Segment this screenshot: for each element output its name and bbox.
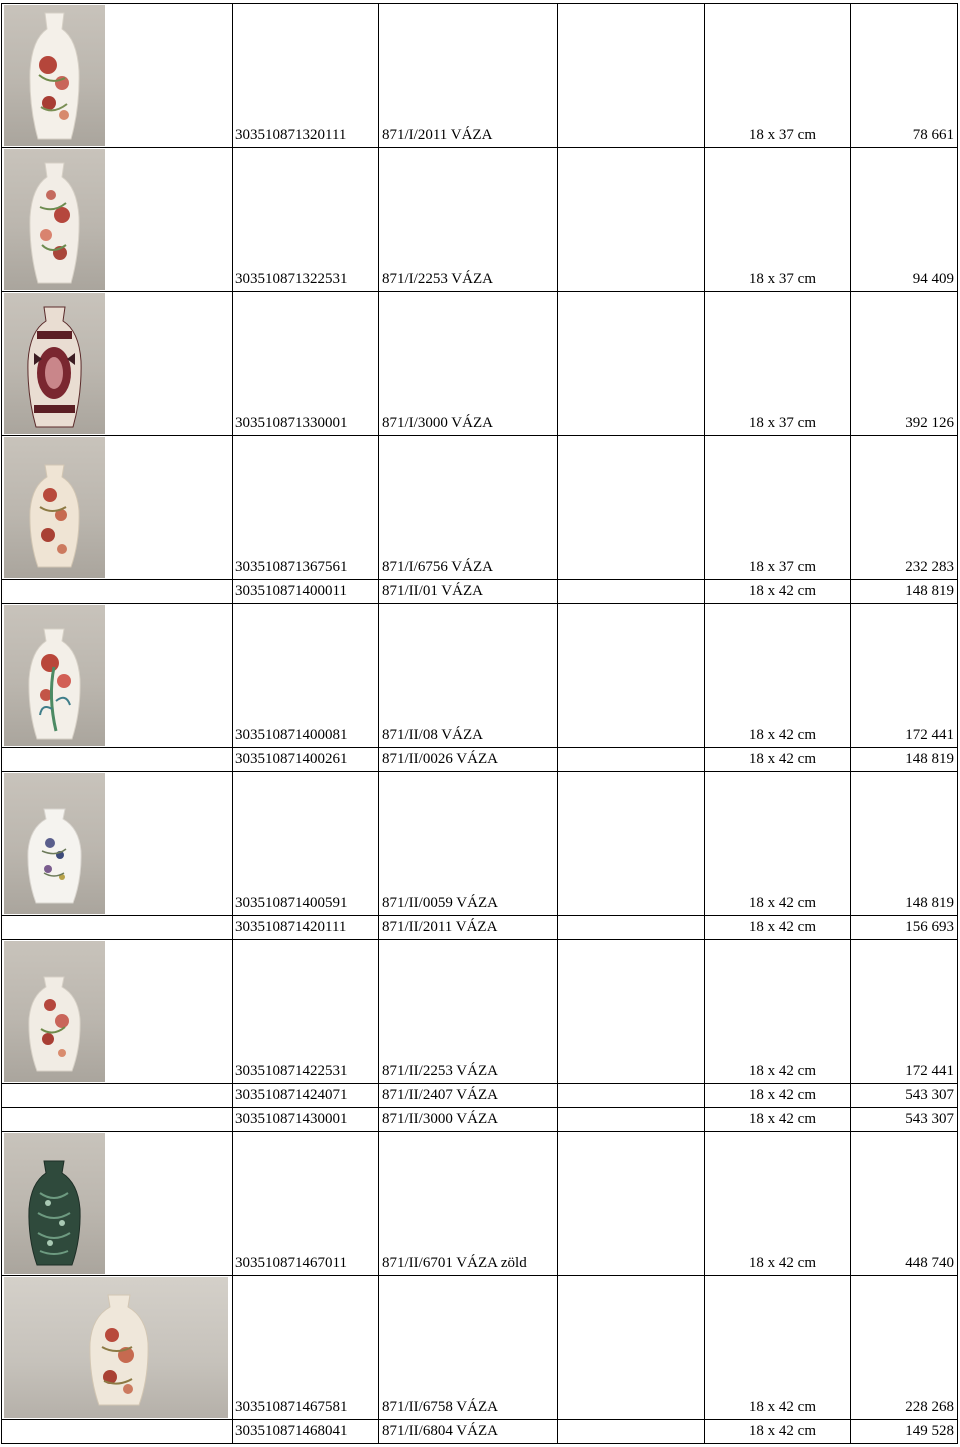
product-code: 303510871400261 bbox=[235, 751, 348, 767]
product-code: 303510871424071 bbox=[235, 1087, 348, 1103]
product-price: 172 441 bbox=[905, 727, 954, 743]
product-size: 18 x 37 cm bbox=[748, 559, 816, 575]
product-price: 543 307 bbox=[905, 1087, 954, 1103]
white-floral-vase-icon bbox=[4, 773, 105, 914]
cream-floral-vase-icon bbox=[4, 1277, 228, 1418]
product-price: 149 528 bbox=[905, 1423, 954, 1439]
product-size: 18 x 42 cm bbox=[748, 1087, 816, 1103]
product-size: 18 x 42 cm bbox=[748, 727, 816, 743]
product-name: 871/II/01 VÁZA bbox=[382, 583, 483, 599]
product-code: 303510871400591 bbox=[235, 895, 348, 911]
product-size: 18 x 42 cm bbox=[748, 583, 816, 599]
product-code: 303510871420111 bbox=[235, 919, 347, 935]
white-floral-vase-icon bbox=[4, 149, 105, 290]
product-code: 303510871400011 bbox=[235, 583, 347, 599]
product-name: 871/II/6701 VÁZA zöld bbox=[382, 1255, 527, 1271]
product-size: 18 x 42 cm bbox=[748, 1255, 816, 1271]
product-price: 94 409 bbox=[912, 271, 954, 287]
product-name: 871/I/6756 VÁZA bbox=[382, 559, 493, 575]
product-size: 18 x 42 cm bbox=[748, 1063, 816, 1079]
product-name: 871/I/2253 VÁZA bbox=[382, 271, 493, 287]
vase-photo bbox=[4, 437, 105, 578]
product-price: 543 307 bbox=[905, 1111, 954, 1127]
product-code: 303510871430001 bbox=[235, 1111, 348, 1127]
product-price: 232 283 bbox=[905, 559, 954, 575]
product-price: 156 693 bbox=[905, 919, 954, 935]
product-size: 18 x 37 cm bbox=[748, 271, 816, 287]
product-name: 871/II/3000 VÁZA bbox=[382, 1111, 498, 1127]
product-price: 172 441 bbox=[905, 1063, 954, 1079]
product-code: 303510871367561 bbox=[235, 559, 348, 575]
vase-photo bbox=[4, 293, 105, 434]
product-code: 303510871322531 bbox=[235, 271, 348, 287]
vase-photo bbox=[4, 941, 105, 1082]
product-size: 18 x 42 cm bbox=[748, 895, 816, 911]
product-code: 303510871467581 bbox=[235, 1399, 348, 1415]
product-size: 18 x 42 cm bbox=[748, 1111, 816, 1127]
product-price: 392 126 bbox=[905, 415, 954, 431]
vase-photo bbox=[4, 1133, 105, 1274]
product-name: 871/II/2253 VÁZA bbox=[382, 1063, 498, 1079]
product-name: 871/II/0059 VÁZA bbox=[382, 895, 498, 911]
product-name: 871/II/2011 VÁZA bbox=[382, 919, 498, 935]
vase-photo bbox=[4, 605, 105, 746]
product-price: 78 661 bbox=[912, 127, 954, 143]
product-price: 228 268 bbox=[905, 1399, 954, 1415]
product-size: 18 x 42 cm bbox=[748, 1423, 816, 1439]
product-name: 871/II/0026 VÁZA bbox=[382, 751, 498, 767]
product-name: 871/I/3000 VÁZA bbox=[382, 415, 493, 431]
product-name: 871/II/6804 VÁZA bbox=[382, 1423, 498, 1439]
product-price: 448 740 bbox=[905, 1255, 954, 1271]
product-price: 148 819 bbox=[905, 895, 954, 911]
vase-photo bbox=[4, 1277, 228, 1418]
white-floral-vase-icon bbox=[4, 941, 105, 1082]
product-code: 303510871330001 bbox=[235, 415, 348, 431]
product-size: 18 x 42 cm bbox=[748, 751, 816, 767]
white-floral-vase-icon bbox=[4, 5, 105, 146]
product-code: 303510871468041 bbox=[235, 1423, 348, 1439]
product-name: 871/II/08 VÁZA bbox=[382, 727, 483, 743]
ornate-dark-red-vase-icon bbox=[4, 293, 105, 434]
product-price: 148 819 bbox=[905, 583, 954, 599]
product-code: 303510871422531 bbox=[235, 1063, 348, 1079]
vase-photo bbox=[4, 773, 105, 914]
product-size: 18 x 42 cm bbox=[748, 1399, 816, 1415]
white-floral-vase-icon bbox=[4, 605, 105, 746]
product-code: 303510871400081 bbox=[235, 727, 348, 743]
product-name: 871/II/6758 VÁZA bbox=[382, 1399, 498, 1415]
product-name: 871/I/2011 VÁZA bbox=[382, 127, 493, 143]
product-size: 18 x 37 cm bbox=[748, 415, 816, 431]
product-size: 18 x 37 cm bbox=[748, 127, 816, 143]
product-size: 18 x 42 cm bbox=[748, 919, 816, 935]
cream-floral-vase-icon bbox=[4, 437, 105, 578]
green-patterned-vase-icon bbox=[4, 1133, 105, 1274]
vase-photo bbox=[4, 5, 105, 146]
product-name: 871/II/2407 VÁZA bbox=[382, 1087, 498, 1103]
product-code: 303510871320111 bbox=[235, 127, 347, 143]
product-price: 148 819 bbox=[905, 751, 954, 767]
vase-photo bbox=[4, 149, 105, 290]
product-code: 303510871467011 bbox=[235, 1255, 347, 1271]
